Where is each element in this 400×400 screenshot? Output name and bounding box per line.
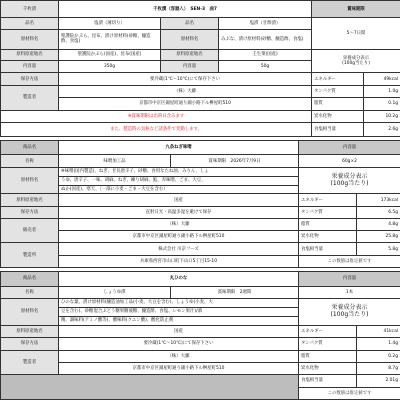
best-before-header: 賞味期限: [312, 1, 400, 18]
nutrition-unit: (100g当たり): [342, 60, 370, 66]
nut-name: 食塩相当量: [312, 123, 364, 137]
maker-address: 京都市中京区錦屋町通り錦小路下ル桝屋町510: [59, 362, 299, 374]
ingredients-line-1: ※味噌(国内製造)、ねぎ、甘長唐辛子、砂糖、食用なたね油、みりん、しょ: [59, 167, 299, 176]
name-a: 塩漬（薄切り）: [59, 18, 161, 29]
maker-address: 京都市中京区錦屋町通り錦小路下ル桝屋町510: [59, 98, 312, 110]
nut-name: タンパク質: [312, 85, 364, 97]
best-before-label: 賞味期限: [208, 158, 227, 164]
ingredients-line-1: ひのな葉、漬け原材料(醸造油加工品(小麦、大豆を含む)、しょうゆ(小麦、大: [59, 298, 299, 307]
storage-value: 要冷蔵(1℃〜10℃)にて保存下さい: [59, 338, 299, 350]
storage-label: 保存方法: [1, 73, 59, 85]
nut-value: 2.6g: [364, 123, 400, 137]
name-label: 品名: [1, 18, 59, 29]
ingredients-line-3: 精、調味料(アミノ酸等)、酸味料(クエン酸)、酸化防止剤: [59, 316, 299, 325]
nut-value: 49kcal: [364, 73, 400, 85]
category-label: 名称: [1, 155, 59, 167]
nut-value: 0.1g: [364, 98, 400, 110]
ingredients-label: 原材料名: [1, 167, 59, 194]
ingredients-line-3: ぬか(国産)、寒天、（一部に小麦・ごま・大豆を含む）: [59, 185, 299, 194]
ingredients-label-b: 原材料名: [161, 29, 219, 49]
nut-value: 1.4g: [357, 338, 400, 350]
nutrition-title: 栄養成分表示: [331, 172, 368, 180]
nut-name: 炭水化物: [312, 110, 364, 122]
nut-value: 41kcal: [357, 325, 400, 337]
nut-value: 1.0g: [364, 85, 400, 97]
ingredients-label: 原材料名: [1, 29, 59, 49]
label-maru-hinona: [0, 271, 400, 400]
storage-value: 直射日光・高温多湿を避けて保存: [59, 206, 299, 218]
best-before-value: 2週間: [239, 289, 252, 295]
storage-value: 要冷蔵(1℃〜10℃)にて保存下さい: [59, 73, 312, 85]
contents-a: 350g: [59, 60, 161, 72]
contents-value: 1本: [299, 286, 400, 298]
factory-label: 製造所: [1, 243, 59, 268]
contents-header: 内容量: [299, 272, 400, 287]
seller-address: 京都市中京区錦屋町通り錦小路下ル桝屋町510: [59, 231, 299, 243]
label-table-1: [0, 0, 400, 137]
nut-value: 6.5g: [357, 206, 400, 218]
origin-label: 原料原産地名: [1, 194, 59, 206]
nut-name: 食塩相当量: [299, 375, 357, 387]
nutrition-note: この数値は推定値です: [299, 255, 400, 267]
seller-company: （株）大藤: [59, 218, 299, 230]
nutrition-heading: [299, 167, 400, 194]
ingredients-label: 原材料名: [1, 298, 59, 325]
nut-value: 10.2g: [364, 110, 400, 122]
nut-name: タンパク質: [299, 206, 357, 218]
nut-name: 脂質: [312, 98, 364, 110]
nut-value: 5.8g: [357, 243, 400, 255]
nut-value: 2.01g: [357, 375, 400, 387]
nut-name: エネルギー: [299, 325, 357, 337]
nut-name: エネルギー: [312, 73, 364, 85]
label-table-2: [0, 140, 400, 268]
product-title: 九条ねぎ味噌: [59, 141, 299, 155]
contents-label: 内容量: [1, 60, 59, 72]
category-value: 味噌加工品: [59, 155, 171, 167]
nut-name: 炭水化物: [299, 231, 357, 243]
nut-name: エネルギー: [299, 194, 357, 206]
seller-label: 販売者: [1, 218, 59, 243]
label-table-3: [0, 271, 400, 400]
factory-address: 兵庫県西宮市山口町下山口5丁目15-10: [59, 255, 299, 267]
nutrition-heading: [299, 298, 400, 325]
origin-label: 原料原産地名: [1, 325, 59, 337]
label-kujo-negi-miso: [0, 140, 400, 268]
nutrition-title: 栄養成分表示: [342, 55, 370, 61]
nut-name: タンパク質: [299, 338, 357, 350]
contents-label-b: 内容量: [161, 60, 219, 72]
best-before-label: 賞味期限: [217, 289, 236, 295]
contents-header: 内容量: [299, 141, 400, 155]
ingredients-a: 聖護院かぶら、昆布、漬け原材料(砂糖、醸造酢、食塩): [59, 29, 161, 49]
ingredients-line-2: 豆を含む)、砂糖混合ぶどう糖果糖液糖、醸造酢、食塩、レモン果汁)/酒: [59, 307, 299, 316]
nut-name: 炭水化物: [299, 362, 357, 374]
best-before: [171, 155, 299, 167]
nut-value: 173kcal: [357, 194, 400, 206]
blank-area: [1, 375, 299, 400]
maker-label: 製造者: [1, 85, 59, 110]
category-value: しょうゆ漬: [59, 286, 171, 298]
brand-tag: 千枚漬: [1, 1, 59, 18]
label-senmaizuke: [0, 0, 400, 137]
contents-value: 60g×2: [299, 155, 400, 167]
product-title: 丸ひのな: [59, 272, 299, 287]
best-before-value: 2026年7月9日: [230, 158, 261, 164]
category-label: 名称: [1, 286, 59, 298]
origin-label: 原料原産地名: [1, 49, 59, 60]
maker-label: 製造者: [1, 350, 59, 375]
nutrition-note: この数値は推定値です: [299, 387, 400, 399]
maker-company: （株）大藤: [59, 350, 299, 362]
origin-value: 国産: [59, 194, 299, 206]
nut-value: 4.8g: [357, 218, 400, 230]
nut-name: 脂質: [299, 350, 357, 362]
nut-name: 食塩相当量: [299, 243, 357, 255]
origin-a: 聖護院かぶら(国産)、昆布(国産): [59, 49, 161, 60]
contents-b: 50g: [219, 60, 312, 72]
factory-company: 株式会社 川京フーズ: [59, 243, 299, 255]
note-line-1: ※賞味期限は出荷日含みます: [1, 110, 312, 122]
product-name-label: 商品名: [1, 272, 59, 287]
nutrition-heading: [312, 49, 400, 73]
note-line-2: また、製造時の気候など諸条件で変動します。: [1, 123, 312, 137]
ingredients-line-2: うゆ、唐辛子、一味、胡麻、ねぎ、練り胡麻、鮭、赤味噌、ごま、大豆、: [59, 176, 299, 185]
nutrition-unit: (100g当たり): [330, 179, 369, 187]
product-name-label: 商品名: [1, 141, 59, 155]
origin-value: 国産: [59, 325, 299, 337]
nutrition-title: 栄養成分表示: [331, 304, 368, 311]
ingredients-b: みぶな、漬け原材料(砂糖、醸造酢、食塩): [219, 29, 312, 49]
nut-value: 25.8g: [357, 231, 400, 243]
name-label-b: 品名: [161, 18, 219, 29]
origin-b: 壬生菜(国産): [219, 49, 312, 60]
best-before: [171, 286, 299, 298]
nut-value: 0.2g: [357, 350, 400, 362]
name-b: 塩漬（甘酢漬）: [219, 18, 312, 29]
product-title: 千枚漬（容器入） SEN-3 曲7: [59, 1, 312, 18]
nutrition-unit: (100g当たり): [330, 310, 369, 318]
storage-label: 保存方法: [1, 206, 59, 218]
nut-value: 8.7g: [357, 362, 400, 374]
best-before-value: 5～7日間: [312, 18, 400, 49]
nut-name: 脂質: [299, 218, 357, 230]
storage-label: 保存方法: [1, 338, 59, 350]
origin-label-b: 原料原産地名: [161, 49, 219, 60]
maker-company: （株）大藤: [59, 85, 312, 97]
